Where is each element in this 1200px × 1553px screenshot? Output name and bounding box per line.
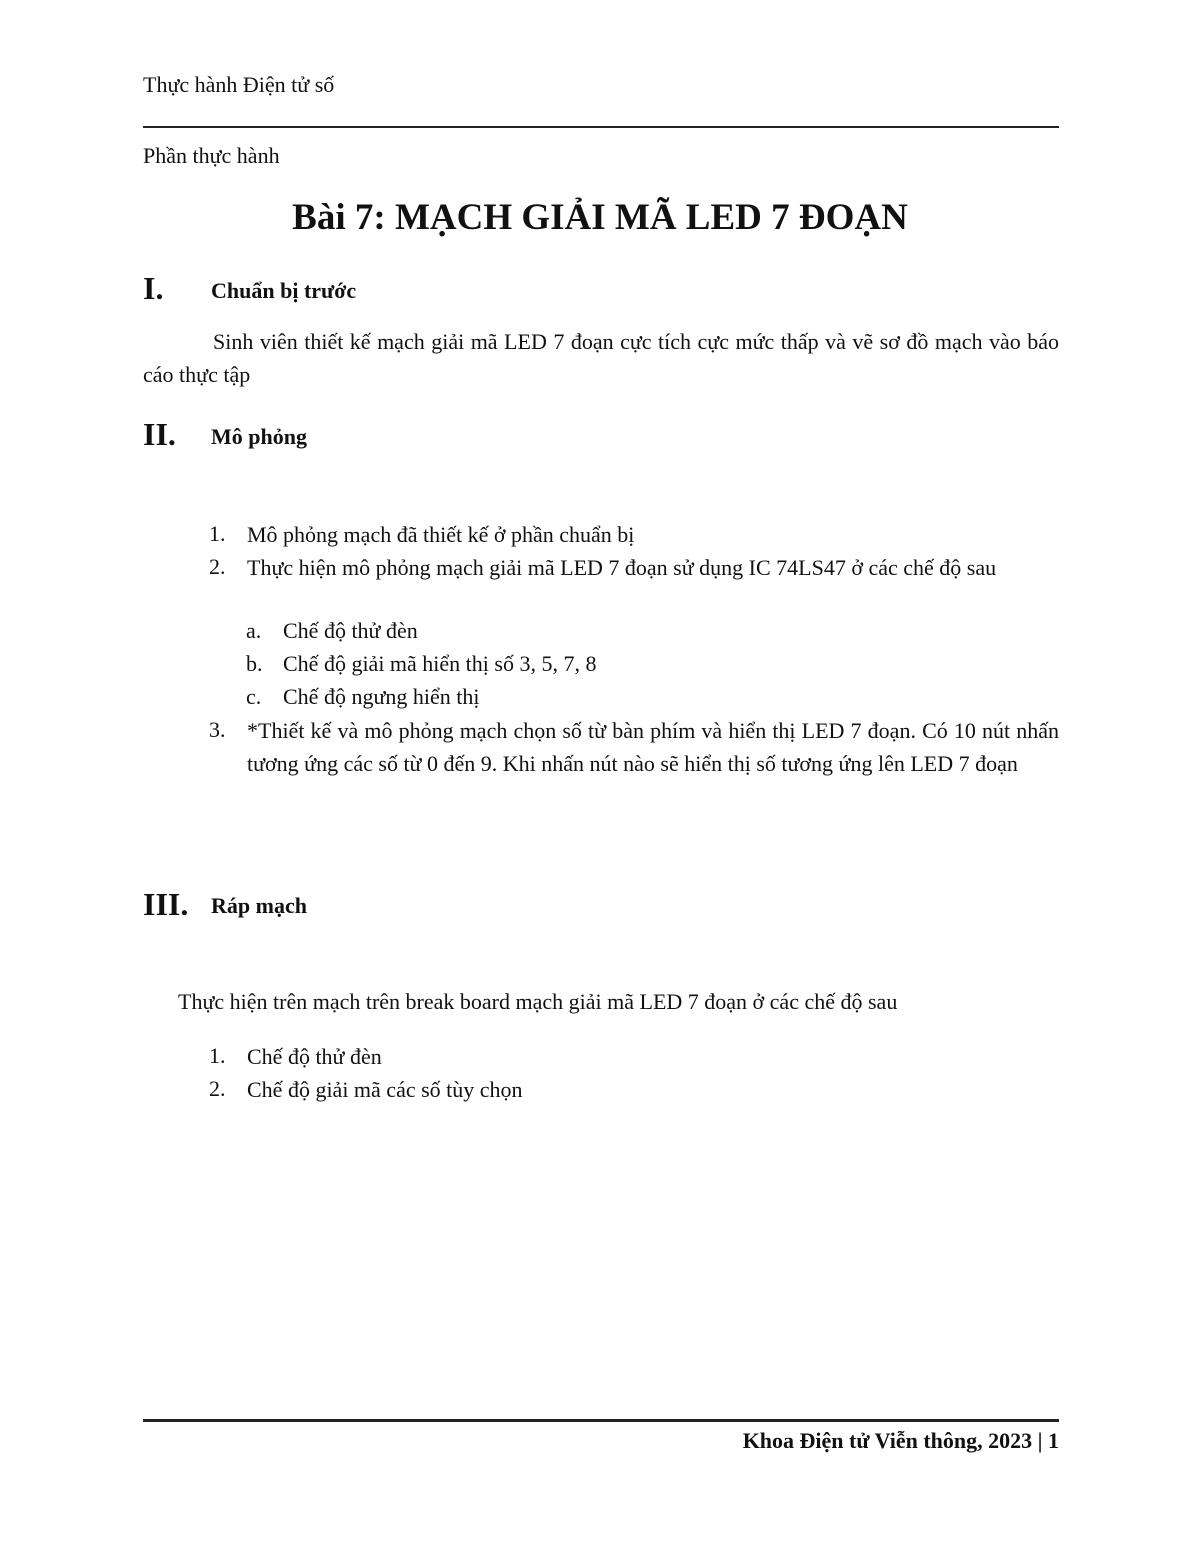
section-2-numeral: II. bbox=[143, 416, 176, 452]
running-header: Thực hành Điện tử số bbox=[143, 72, 335, 97]
section-3-paragraph: Thực hiện trên mạch trên break board mạch giải mã LED 7 đoạn ở các chế độ sau bbox=[178, 989, 898, 1014]
header-divider bbox=[143, 126, 1059, 128]
sublist-item-text: Chế độ ngưng hiển thị bbox=[283, 684, 480, 709]
section-3-numeral: III. bbox=[143, 886, 189, 922]
part-label: Phần thực hành bbox=[143, 143, 280, 168]
section-1-heading: Chuẩn bị trước bbox=[211, 278, 357, 303]
list-item-text: Chế độ thử đèn bbox=[247, 1044, 382, 1069]
list-item-number: 1. bbox=[209, 521, 226, 546]
sublist-item-letter: b. bbox=[246, 651, 263, 676]
sublist-item-text: Chế độ thử đèn bbox=[283, 618, 418, 643]
list-item-text: Mô phỏng mạch đã thiết kế ở phần chuẩn bị bbox=[247, 522, 635, 547]
sublist-item-text: Chế độ giải mã hiển thị số 3, 5, 7, 8 bbox=[283, 651, 597, 676]
footer-divider bbox=[143, 1419, 1059, 1422]
section-2-heading: Mô phỏng bbox=[211, 424, 307, 449]
sublist-item-letter: c. bbox=[246, 684, 262, 709]
list-item-text: Chế độ giải mã các số tùy chọn bbox=[247, 1077, 523, 1102]
section-3-heading: Ráp mạch bbox=[211, 893, 307, 918]
list-item-number: 2. bbox=[209, 554, 226, 579]
page-title: Bài 7: MẠCH GIẢI MÃ LED 7 ĐOẠN bbox=[292, 197, 908, 238]
section-1-numeral: I. bbox=[143, 270, 164, 306]
list-item-text: Thực hiện mô phỏng mạch giải mã LED 7 đoạn sử dụng IC 74LS47 ở các chế độ sau bbox=[247, 555, 997, 580]
list-item-number: 1. bbox=[209, 1043, 226, 1068]
list-item-number: 3. bbox=[209, 717, 226, 742]
list-item-number: 2. bbox=[209, 1076, 226, 1101]
sublist-item-letter: a. bbox=[246, 618, 262, 643]
section-1-paragraph: Sinh viên thiết kế mạch giải mã LED 7 đoạn cực tích cực mức thấp và vẽ sơ đồ mạch vào báo cáo thực tập bbox=[143, 329, 1059, 387]
page-footer: Khoa Điện tử Viễn thông, 2023 | 1 bbox=[742, 1428, 1059, 1453]
list-item-text: *Thiết kế và mô phỏng mạch chọn số từ bàn phím và hiển thị LED 7 đoạn. Có 10 nút nhấn tương ứng các số từ 0 đến 9. Khi nhấn nút nào sẽ hiển thị số tương ứng lên LED 7 đoạn bbox=[247, 718, 1059, 776]
